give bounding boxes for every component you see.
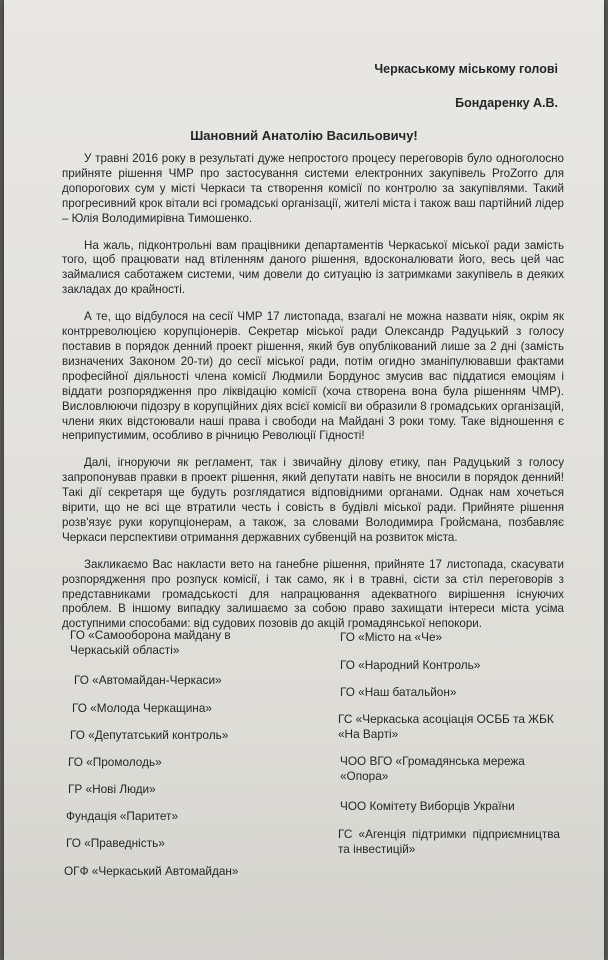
signatory: ГО «Автомайдан-Черкаси» <box>74 673 222 687</box>
addressee-name: Бондаренку А.В. <box>455 96 558 110</box>
salutation: Шановний Анатолію Васильовичу! <box>190 128 418 143</box>
signatory: ГО «Депутатський контроль» <box>70 728 229 742</box>
addressee-title: Черкаському міському голові <box>374 62 558 76</box>
signatory: ГО «Праведність» <box>66 836 165 850</box>
signatory: ГС «Агенція підтримки підприємництва та інвестицій» <box>338 827 560 856</box>
paragraph: У травні 2016 року в результаті дуже непростого процесу переговорів було одноголосно прийняте рішення ЧМР про застосування системи електронних закупівель ProZorro для допорогових сум у місті Черкаси та створення комісії по контролю за закупівлями. Такий прогресивний крок вітали всі громадські організації, жителі міста і також ваш партійний лідер – Юлія Володимирівна Тимошенко. <box>62 152 564 225</box>
signatory: ГО «Самооборона майдану в Черкаській області» <box>70 628 231 657</box>
paragraph: Далі, ігноруючи як регламент, так і звичайну ділову етику, пан Радуцький з голосу запропонував правки в проект рішення, який депутати навіть не вносили в порядок денний! Такі дії секретаря ще будуть розглядатися відповідними органами. Однак нам хочеться вірити, що не всі ще втратили честь і совість в будівлі міської ради. Прийняте рішення розв'язує руки корупціонерам, а також, за словами Володимира Гройсмана, позбавляє Черкаси перспективи отримання державних субвенцій на розвиток міста. <box>62 456 564 544</box>
addressee-block <box>374 52 558 120</box>
signatory: ГО «Народний Контроль» <box>340 658 481 672</box>
signatory: ГО «Молода Черкащина» <box>72 701 212 715</box>
signatory: ЧОО ВГО «Громадянська мережа «Опора» <box>340 754 525 783</box>
signatory: ОГФ «Черкаський Автомайдан» <box>64 864 239 878</box>
signatory: ГР «Нові Люди» <box>68 782 156 796</box>
signatory: ГО «Промолодь» <box>68 755 162 769</box>
paragraph: Закликаємо Вас накласти вето на ганебне рішення, прийняте 17 листопада, скасувати розпорядження про розпуск комісії, і так само, як і в травні, сісти за стіл переговорів з представниками громадськості для напрацювання адекватного вирішення існуючих проблем. В іншому випадку залишаємо за собою право захищати інтереси міста усіма доступними способами: від судових позовів до акцій громадянської непокори. <box>62 557 564 631</box>
letter-page <box>4 0 604 960</box>
paragraph: На жаль, підконтрольні вам працівники департаментів Черкаської міської ради замість того, щоб працювати над втіленням даного рішення, вдосконалювати його, весь цей час займалися саботажем системи, чим довели до ситуацію із затримками закупівель в деяких закладах до крайності. <box>62 238 564 297</box>
signatory: ГС «Черкаська асоціація ОСББ та ЖБК «На Варті» <box>338 712 554 741</box>
signatory: ГО «Місто на «Че» <box>340 630 443 644</box>
paragraph: А те, що відбулося на сесії ЧМР 17 листопада, взагалі не можна назвати ніяк, окрім як контрреволюцією корупціонерів. Секретар міської ради Олександр Радуцький з голосу поставив в порядок денний проект рішення, який був опублікований лише за 2 дні (замість визначених Законом 20-ти) до сесії міської ради, потім огидно зманіпулювавши фактами професійної діяльності члена комісії Людмили Бордунос змусив вас піддатися емоціям і віддати розпорядження про ліквідацію комісії (хоча створена вона була рішенням ЧМР). Висловлюючи підозру в корупційних діях всієї комісії ви образили 8 громадських організацій, члени яких відстоювали наші права і свободи на Майдані 3 роки тому. Таке відношення є неприпустимим, особливо в річницю Революції Гідності! <box>62 310 564 443</box>
letter-body <box>62 152 564 644</box>
signatory: ГО «Наш батальйон» <box>340 685 457 699</box>
signatory: ЧОО Комітету Виборців України <box>340 799 515 813</box>
signatory: Фундація «Паритет» <box>66 809 179 823</box>
